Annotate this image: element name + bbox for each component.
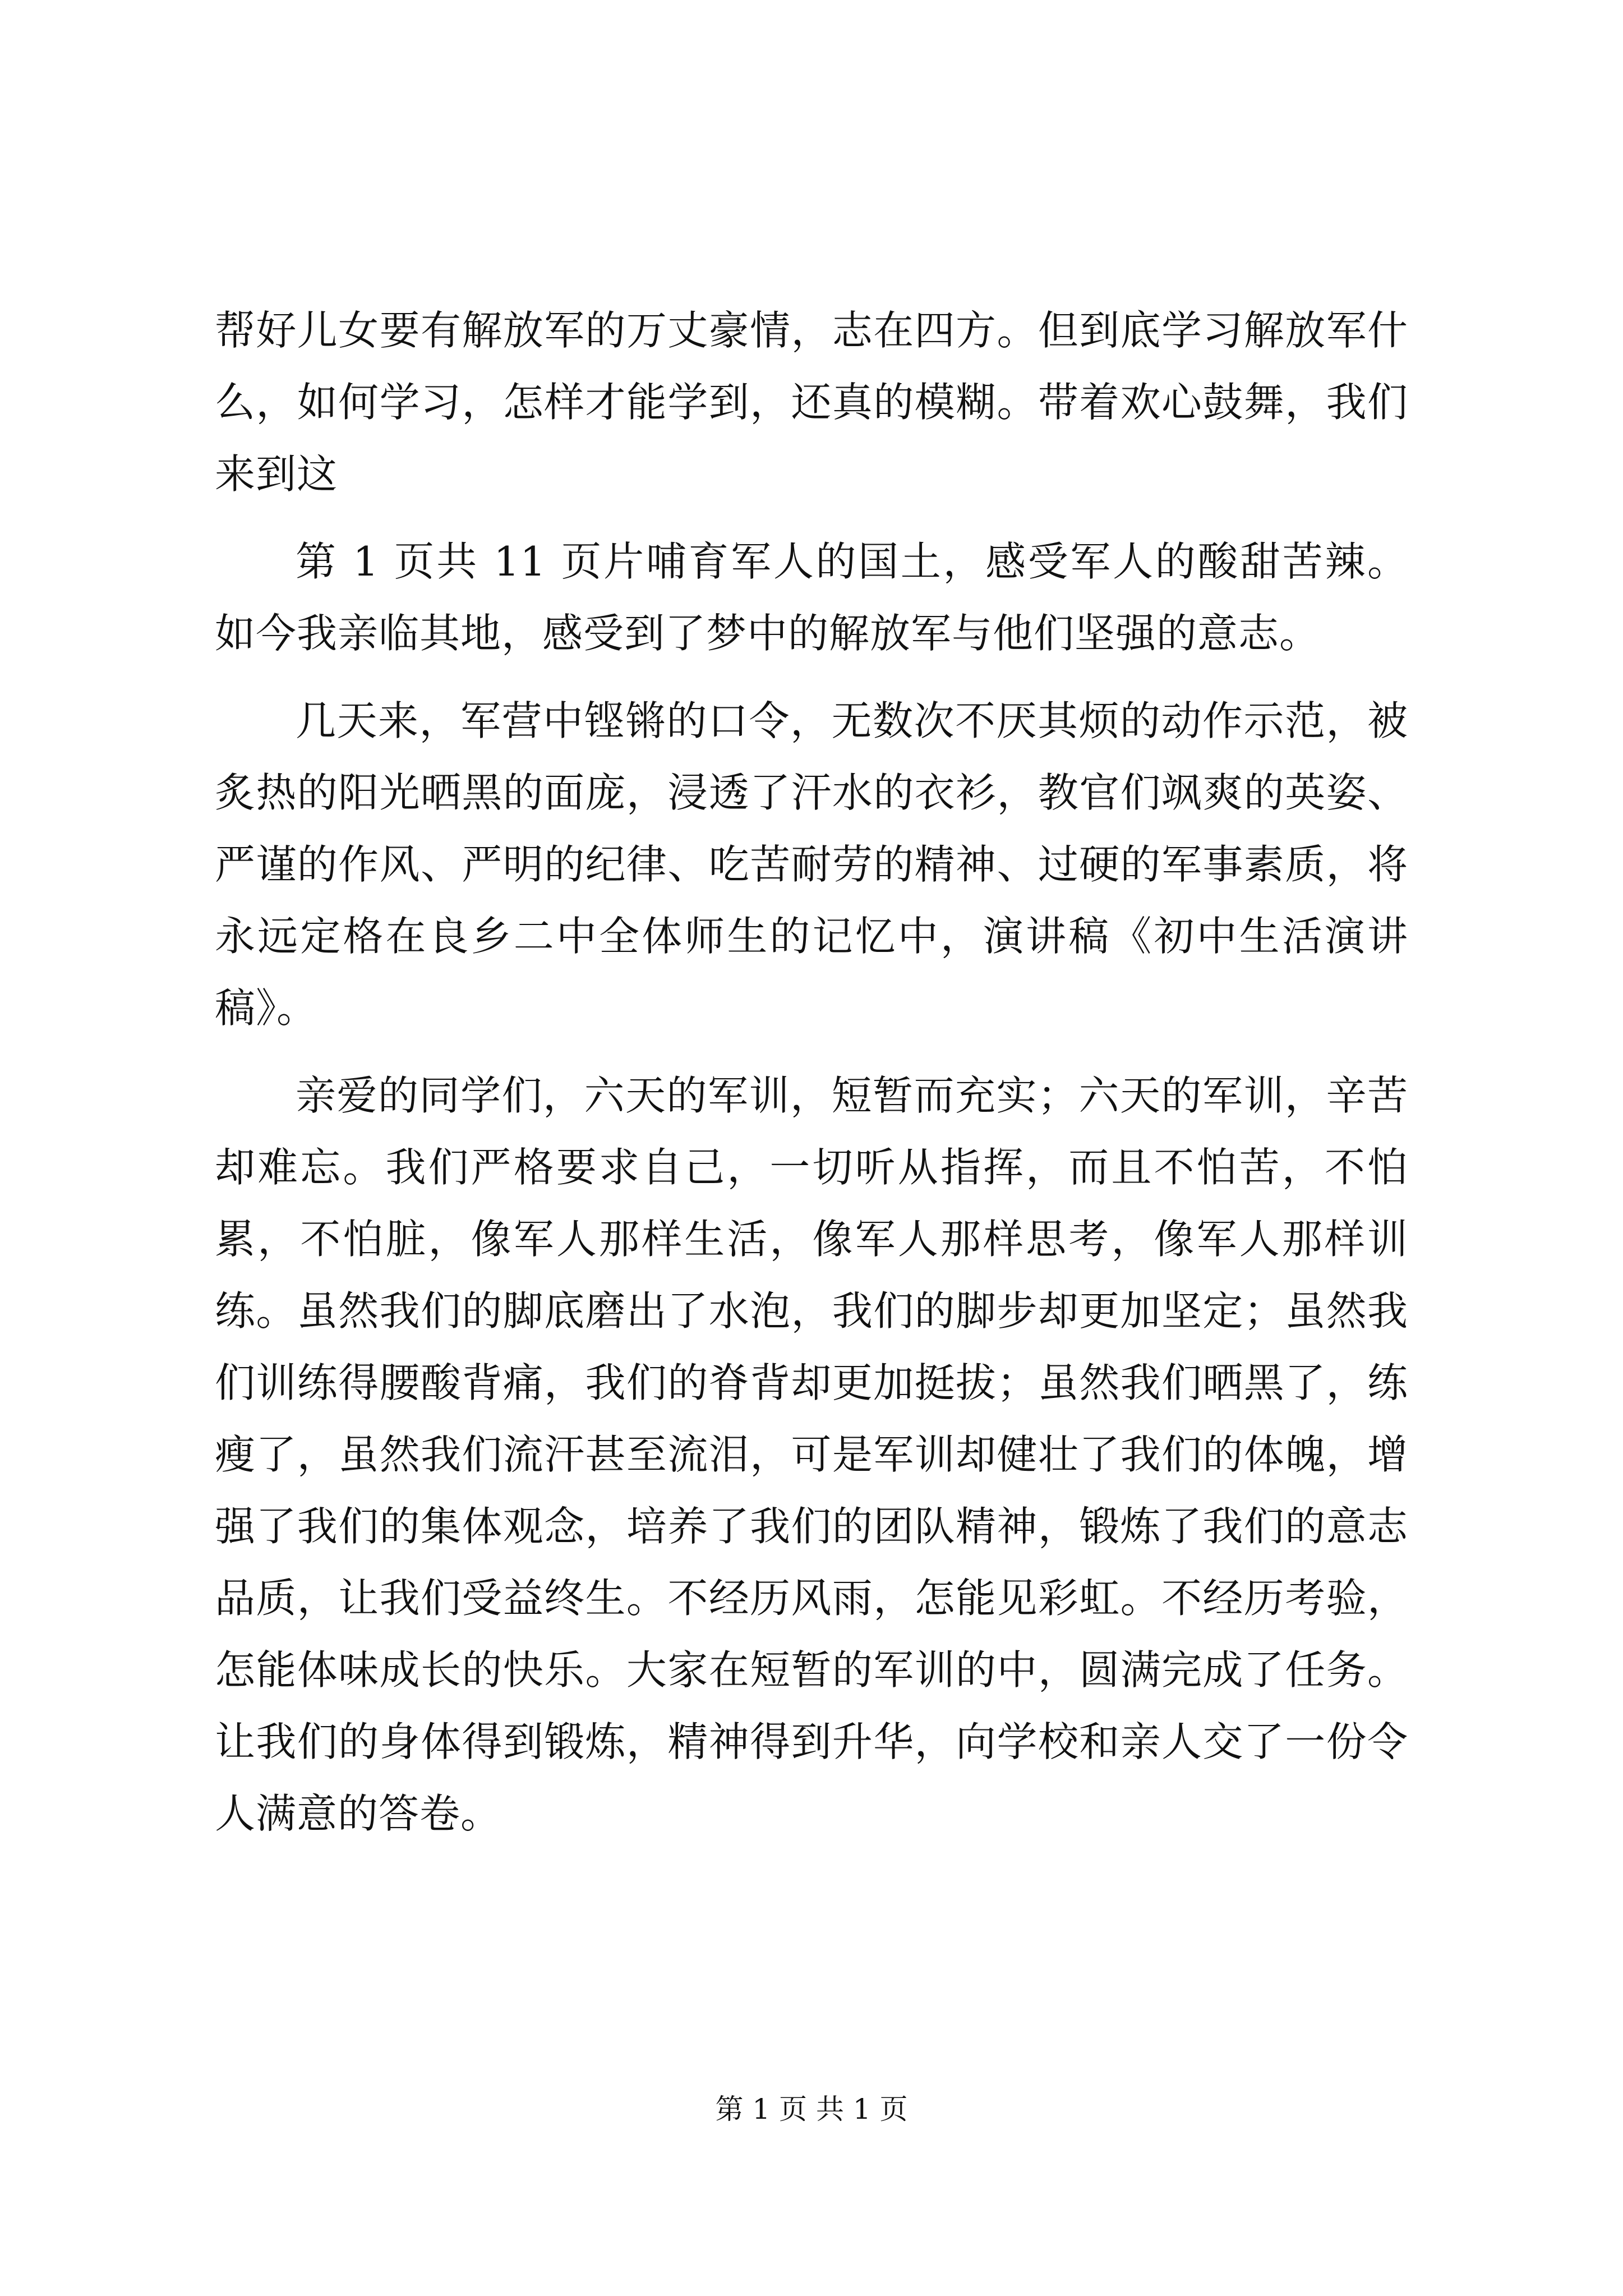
paragraph-2: 第 1 页共 11 页片哺育军人的国土，感受军人的酸甜苦辣。如今我亲临其地，感受到了梦中的解放军与他们坚强的意志。 bbox=[215, 538, 1408, 657]
paragraph-3: 几天来，军营中铿锵的口令，无数次不厌其烦的动作示范，被炙热的阳光晒黑的面庞，浸透了汗水的衣衫，教官们飒爽的英姿、严谨的作风、严明的纪律、吃苦耐劳的精神、过硬的军事素质，将永远定格在良乡二中全体师生的记忆中，演讲稿《初中生活演讲稿》。 bbox=[215, 697, 1408, 1032]
document-body bbox=[215, 295, 1408, 1865]
paragraph-1: 帮好儿女要有解放军的万丈豪情，志在四方。但到底学习解放军什么，如何学习，怎样才能学到，还真的模糊。带着欢心鼓舞，我们来到这 bbox=[215, 307, 1408, 498]
page-footer: 第 1 页 共 1 页 bbox=[715, 2093, 908, 2125]
paragraph-4: 亲爱的同学们，六天的军训，短暂而充实；六天的军训，辛苦却难忘。我们严格要求自己，一切听从指挥，而且不怕苦，不怕累，不怕脏，像军人那样生活，像军人那样思考，像军人那样训练。虽然我们的脚底磨出了水泡，我们的脚步却更加坚定；虽然我们训练得腰酸背痛，我们的脊背却更加挺拔；虽然我们晒黑了，练瘦了，虽然我们流汗甚至流泪，可是军训却健壮了我们的体魄，增强了我们的集体观念，培养了我们的团队精神，锻炼了我们的意志品质，让我们受益终生。不经历风雨，怎能见彩虹。不经历考验，怎能体味成长的快乐。大家在短暂的军训的中，圆满完成了任务。让我们的身体得到锻炼，精神得到升华，向学校和亲人交了一份令人满意的答卷。 bbox=[215, 1072, 1408, 1837]
